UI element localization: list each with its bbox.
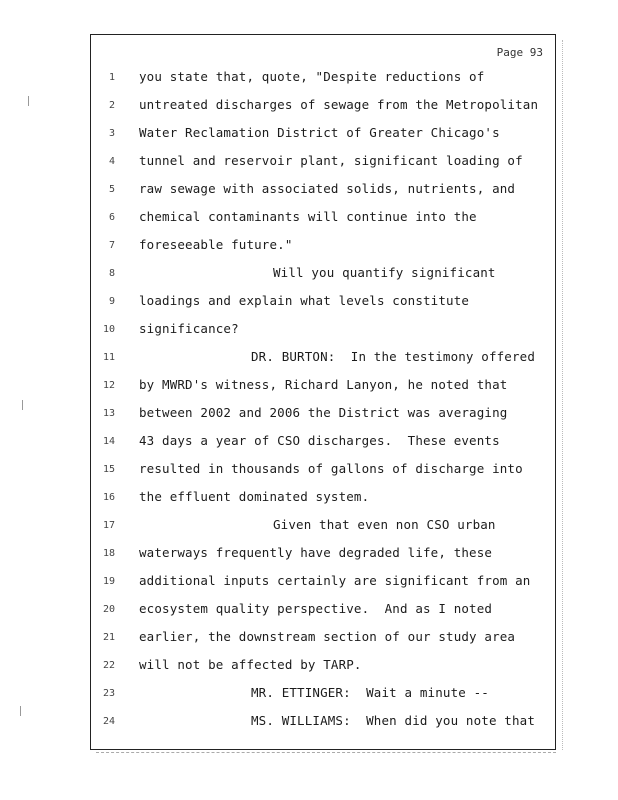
transcript-line bbox=[91, 601, 555, 621]
transcript-line bbox=[91, 629, 555, 649]
line-number: 17 bbox=[102, 520, 115, 531]
transcript-line bbox=[91, 237, 555, 257]
transcript-page bbox=[90, 34, 556, 750]
line-number: 15 bbox=[102, 464, 115, 475]
transcript-line bbox=[91, 517, 555, 537]
line-text: ecosystem quality perspective. And as I noted bbox=[139, 601, 493, 616]
line-text: untreated discharges of sewage from the Metropolitan bbox=[139, 97, 539, 112]
transcript-line bbox=[91, 293, 555, 313]
transcript-line bbox=[91, 153, 555, 173]
line-number: 24 bbox=[102, 716, 115, 727]
transcript-line bbox=[91, 265, 555, 285]
line-text: chemical contaminants will continue into the bbox=[139, 209, 477, 224]
line-text: loadings and explain what levels constitute bbox=[139, 293, 470, 308]
line-number: 9 bbox=[108, 296, 115, 307]
line-text: foreseeable future." bbox=[139, 237, 293, 252]
line-number: 16 bbox=[102, 492, 115, 503]
line-text: raw sewage with associated solids, nutrients, and bbox=[139, 181, 516, 196]
line-number: 12 bbox=[102, 380, 115, 391]
line-number: 4 bbox=[108, 156, 115, 167]
line-text: Given that even non CSO urban bbox=[273, 517, 496, 532]
transcript-line bbox=[91, 321, 555, 341]
transcript-line bbox=[91, 545, 555, 565]
transcript-line bbox=[91, 433, 555, 453]
line-number: 10 bbox=[102, 324, 115, 335]
line-text: you state that, quote, "Despite reductions of bbox=[139, 69, 485, 84]
line-number: 18 bbox=[102, 548, 115, 559]
scan-speck bbox=[22, 400, 27, 410]
line-text: additional inputs certainly are significant from an bbox=[139, 573, 531, 588]
line-number: 7 bbox=[108, 240, 115, 251]
scan-edge-bottom bbox=[96, 752, 556, 755]
transcript-line bbox=[91, 377, 555, 397]
transcript-line bbox=[91, 573, 555, 593]
transcript-line bbox=[91, 209, 555, 229]
line-text: earlier, the downstream section of our study area bbox=[139, 629, 516, 644]
line-number: 20 bbox=[102, 604, 115, 615]
transcript-line bbox=[91, 69, 555, 89]
transcript-line bbox=[91, 405, 555, 425]
line-number: 23 bbox=[102, 688, 115, 699]
line-number: 5 bbox=[108, 184, 115, 195]
transcript-line bbox=[91, 685, 555, 705]
line-number: 14 bbox=[102, 436, 115, 447]
scan-edge-right bbox=[562, 40, 564, 750]
line-text: Will you quantify significant bbox=[273, 265, 496, 280]
transcript-line bbox=[91, 349, 555, 369]
line-number: 2 bbox=[108, 100, 115, 111]
line-number: 6 bbox=[108, 212, 115, 223]
transcript-line bbox=[91, 657, 555, 677]
transcript-line bbox=[91, 489, 555, 509]
line-text: MS. WILLIAMS: When did you note that bbox=[251, 713, 535, 728]
line-text: tunnel and reservoir plant, significant loading of bbox=[139, 153, 523, 168]
line-number: 8 bbox=[108, 268, 115, 279]
line-text: waterways frequently have degraded life, these bbox=[139, 545, 493, 560]
line-number: 1 bbox=[108, 72, 115, 83]
transcript-line bbox=[91, 125, 555, 145]
transcript-line bbox=[91, 181, 555, 201]
scan-speck bbox=[28, 96, 33, 106]
line-text: Water Reclamation District of Greater Chicago's bbox=[139, 125, 500, 140]
line-text: DR. BURTON: In the testimony offered bbox=[251, 349, 535, 364]
line-text: between 2002 and 2006 the District was averaging bbox=[139, 405, 508, 420]
line-text: will not be affected by TARP. bbox=[139, 657, 362, 672]
transcript-line bbox=[91, 97, 555, 117]
scan-speck bbox=[20, 706, 25, 716]
line-text: the effluent dominated system. bbox=[139, 489, 370, 504]
page-number: Page 93 bbox=[496, 46, 543, 59]
line-text: resulted in thousands of gallons of discharge into bbox=[139, 461, 523, 476]
line-text: MR. ETTINGER: Wait a minute -- bbox=[251, 685, 489, 700]
line-number: 13 bbox=[102, 408, 115, 419]
line-text: significance? bbox=[139, 321, 239, 336]
transcript-line bbox=[91, 461, 555, 481]
line-number: 11 bbox=[102, 352, 115, 363]
transcript-line bbox=[91, 713, 555, 733]
line-number: 3 bbox=[108, 128, 115, 139]
line-number: 22 bbox=[102, 660, 115, 671]
line-number: 19 bbox=[102, 576, 115, 587]
line-text: by MWRD's witness, Richard Lanyon, he noted that bbox=[139, 377, 508, 392]
line-number: 21 bbox=[102, 632, 115, 643]
line-text: 43 days a year of CSO discharges. These events bbox=[139, 433, 500, 448]
